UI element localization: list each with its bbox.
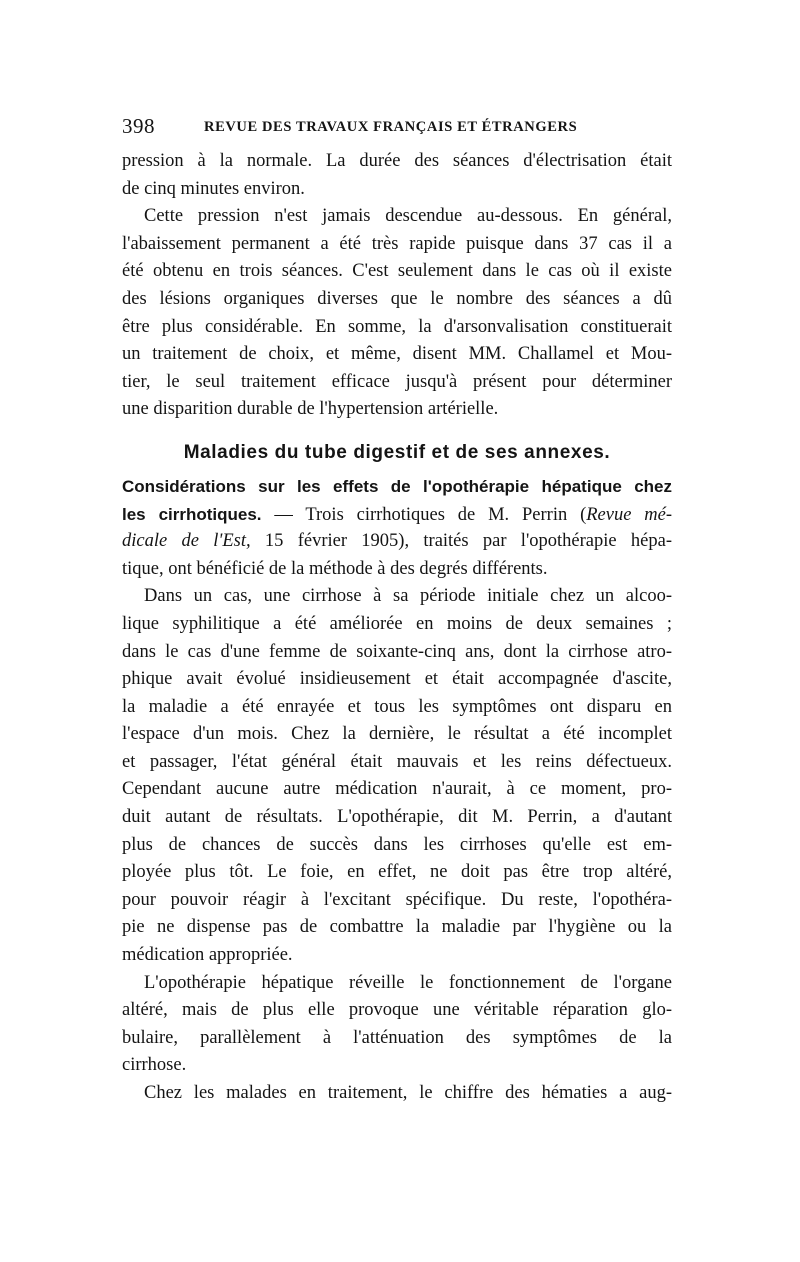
- text-line: cirrhose.: [122, 1055, 187, 1076]
- paragraph-electrisation: [122, 148, 672, 203]
- text-line: pie ne dispense pas de combattre la maladie par l'hygiène ou la: [122, 917, 672, 938]
- paragraph-pression: [122, 203, 672, 424]
- text-line: Cependant aucune autre médication n'aurait, à ce moment, pro-: [122, 779, 672, 800]
- text-line: lique syphilitique a été améliorée en moins de deux semaines ;: [122, 613, 672, 634]
- text-line: L'opothérapie hépatique réveille le fonctionnement de l'organe: [144, 972, 672, 993]
- page-number: 398: [122, 114, 155, 138]
- paragraph-hematies: [122, 1080, 672, 1108]
- text-line: la maladie a été enrayée et tous les symptômes ont disparu en: [122, 696, 672, 717]
- text-line: Dans un cas, une cirrhose à sa période initiale chez un alcoo-: [144, 586, 672, 607]
- text-line: médication appropriée.: [122, 945, 293, 966]
- text-line: pression à la normale. La durée des séances d'électrisation était: [122, 151, 672, 171]
- text-line: altéré, mais de plus elle provoque une véritable réparation glo-: [122, 1000, 672, 1021]
- text-line: une disparition durable de l'hypertension artérielle.: [122, 399, 499, 420]
- section-heading: Maladies du tube digestif et de ses annexes.: [183, 441, 611, 463]
- text-line: tier, le seul traitement efficace jusqu'à présent pour déterminer: [122, 371, 672, 392]
- subsection-heading-end: les cirrhotiques.: [122, 504, 262, 524]
- subsection-heading-line: Considérations sur les effets de l'opothérapie hépatique chez: [122, 476, 672, 496]
- text-line: [122, 501, 672, 529]
- text-line: Cette pression n'est jamais descendue au-dessous. En général,: [144, 206, 672, 227]
- text-line: un traitement de choix, et même, disent MM. Challamel et Mou-: [122, 344, 672, 365]
- text-line: tique, ont bénéficié de la méthode à des degrés différents.: [122, 558, 548, 579]
- paragraph-considerations: [122, 473, 672, 583]
- paragraph-reparation: [122, 970, 672, 1080]
- book-page: [122, 114, 672, 1108]
- paragraph-cases: [122, 583, 672, 969]
- text-fragment: — Trois cirrhotiques de M. Perrin (: [261, 504, 587, 525]
- text-line: été obtenu en trois séances. C'est seulement dans le cas où il existe: [122, 261, 672, 282]
- text-line: bulaire, parallèlement à l'atténuation des symptômes de la: [122, 1027, 672, 1048]
- body-text: [122, 148, 672, 1108]
- text-line: duit autant de résultats. L'opothérapie, dit M. Perrin, a d'autant: [122, 807, 672, 828]
- journal-title: Revue mé-: [586, 504, 672, 525]
- text-line: et passager, l'état général était mauvais et les reins défectueux.: [122, 751, 672, 772]
- text-line: ployée plus tôt. Le foie, en effet, ne doit pas être trop altéré,: [122, 862, 672, 883]
- text-line: l'espace d'un mois. Chez la dernière, le résultat a été incomplet: [122, 724, 672, 745]
- journal-title: dicale de l'Est,: [122, 531, 251, 552]
- running-head: [122, 114, 672, 148]
- text-line: l'abaissement permanent a été très rapide puisque dans 37 cas il a: [122, 233, 672, 254]
- text-line: Chez les malades en traitement, le chiffre des hématies a aug-: [144, 1083, 672, 1103]
- text-line: des lésions organiques diverses que le nombre des séances a dû: [122, 288, 672, 309]
- text-line: plus de chances de succès dans les cirrhoses qu'elle est em-: [122, 834, 672, 855]
- text-line: de cinq minutes environ.: [122, 178, 305, 199]
- running-title: REVUE DES TRAVAUX FRANÇAIS ET ÉTRANGERS: [204, 119, 578, 135]
- text-line: dans le cas d'une femme de soixante-cinq ans, dont la cirrhose atro-: [122, 641, 672, 662]
- text-line: phique avait évolué insidieusement et était accompagnée d'ascite,: [122, 669, 672, 690]
- text-line: être plus considérable. En somme, la d'arsonvalisation constituerait: [122, 316, 672, 337]
- text-line: [122, 528, 672, 556]
- text-line: pour pouvoir réagir à l'excitant spécifique. Du reste, l'opothéra-: [122, 889, 672, 910]
- text-fragment: 15 février 1905), traités par l'opothérapie hépa-: [250, 531, 672, 552]
